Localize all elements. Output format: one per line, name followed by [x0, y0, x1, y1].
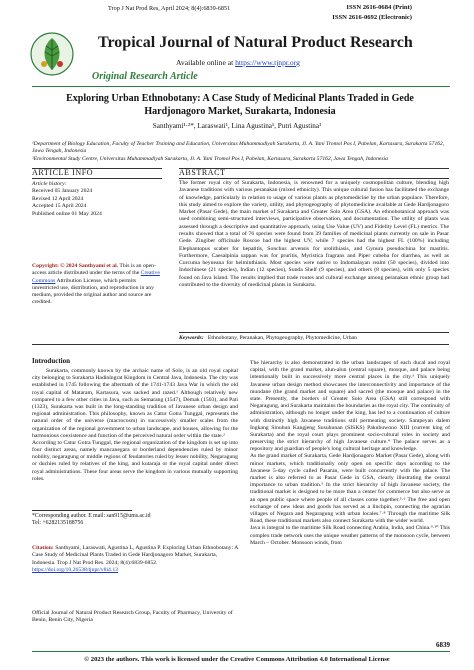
abstract-bottom-rule — [179, 178, 449, 179]
footer-divider — [32, 651, 450, 652]
header-divider — [32, 86, 450, 87]
intro-right-paragraph-3: Java is integral to the maritime Silk Road connecting Arabia, India, and China.⁹·¹⁰ This complex trade network uses the unique weather patterns of the monsoon cycle, between March – October. Monsoon winds, from — [250, 525, 450, 546]
citation-text: Santhyami, Laraswati, Agustina L, Agustina P. Exploring Urban Ethnobotany: A Case Study of Medicinal Plants Traded in Gede Hardjonagoro Market, Surakarta, Indonesia. Trop J Nat Prod Res. 2024; 8(4):6839-6852. — [32, 545, 239, 566]
article-history — [32, 181, 162, 218]
issn-electronic: ISSN 2616-0692 (Electronic) — [332, 14, 412, 21]
intro-paragraph-2: According to Catur Gotra Tunggal, the regional organization of the kingdom is set up into four distinct areas, namely mancanegara or borderland dependencies ruled by minor nobility, negaragung or middle regions of feudatories ruled by lesser nobility, Negaragung or duchies ruled by relatives of the king, and kutaraja or the royal capital under direct royal administrations. These four areas serve the kingdom in various mutually supporting roles. — [32, 439, 238, 482]
keywords-bottom-rule — [32, 344, 449, 345]
history-label: Article history: — [32, 181, 67, 187]
running-head: Trop J Nat Prod Res, April 2024; 8(4):6839-6851 — [108, 5, 231, 12]
article-info-heading: ARTICLE INFO — [32, 168, 94, 177]
issn-print: ISSN 2616-0684 (Print) — [346, 4, 412, 11]
doi-link[interactable]: https://doi.org/10.26538/tjnpr/v8i4.13 — [32, 566, 119, 573]
keywords-label: Keywords: — [179, 335, 204, 341]
affiliation-1: ¹Department of Biology Education, Faculty of Teacher Training and Education, Universitas Muhammadiyah Surakarta, Jl. A. Yani Tromol Pos I, Pabelan, Kartasura, Surakarta 57162, Jawa Tengah, Indonesia — [32, 141, 445, 154]
footnote-rule — [32, 510, 132, 511]
abstract-heading: ABSTRACT — [179, 168, 226, 177]
copyright-text-2: Attribution License, which permits unrestricted use, distribution, and reproduction in any medium, provided the original author and source are credited. — [32, 277, 154, 306]
intro-right-paragraph-1: The hierarchy is also demonstrated in the urban landscapes of each ducal and royal capital, with the grand market, alun-alun (central square), mosque, and palace being intentionally built in successively more central places in the city.³ This uniquely Javanese urban design method showcases the interconnectivity and importance of the mundane (the grand market and square) and sacred (the mosque and palace) in the state. Presently, the borders of Greater Solo Area (GSA) still correspond with Negaragung, and Surakarta maintains the boundaries as the royal city. The continuity of administration, although no longer under the king, has led to a continuation of culture with distinctly high Javanese traditions still permeating society. Sampeyan dalem Ingkang Sinuhun Kangjeng Susuhunan (SISKS) Pakubuwono XIII (current king of Surakarta) and the royal court plays prominent socio-cultural roles in society and preserving the strict hierarchy of high Javanese culture.⁴ The palace serves as a repository and guardian of people's long cultural heritage and knowledge. — [250, 360, 450, 453]
page-number: 6839 — [436, 641, 450, 649]
citation-block — [32, 545, 238, 574]
availability-prefix: Available online at — [176, 58, 236, 67]
article-info-bottom-rule — [32, 178, 162, 179]
corresponding-tel: Tel: +6282135188756 — [32, 520, 84, 527]
history-published: Published online 01 May 2024 — [32, 210, 102, 217]
correspondence — [32, 513, 238, 528]
intro-paragraph-1: Surakarta, commonly known by the archaic name of Solo, is an old royal capital city belonging to Surakarta Hadiningrat Kingdom in Central Java, Indonesia. The city was established in 1745 following the aftermath of the 1741-1743 Java War in which the old royal capital of Mataram, Kartasura, was sacked and razed.¹ Although relatively new compared to a few other cities in Java, such as Semarang (1547), Demak (1503), and Pati (1323), Surakarta was built in the long-standing tradition of Javanese urban design and regional administration. This philosophy, known as Catur Gotra Tunggal, represents the natural order of the universe (macrocosm) in successively smaller scales from the organization of the regional government to urban landscape, and houses, allowing for the harmonious coexistence and function of the perceived natural order within the state.² — [32, 368, 238, 439]
copyright-text-1: This is an open-access article distributed under the terms of the — [32, 263, 156, 277]
corresponding-author: *Corresponding author. E mail: san915@ums.ac.id — [32, 513, 151, 519]
citation-lead: Citation: — [32, 545, 54, 551]
history-received: Received 05 January 2024 — [32, 188, 93, 195]
introduction-left-column — [32, 368, 238, 483]
availability-line — [176, 58, 300, 67]
paper-title: Exploring Urban Ethnobotany: A Case Study of Medicinal Plants Traded in Gede Hardjonagoro Market, Surakarta, Indonesia — [66, 93, 414, 117]
keywords-list: Ethnobotany, Peranakan, Phytogeography, Phytomedicine, Urban — [207, 335, 357, 341]
author-list: Santhyami¹·²*, Laraswati¹, Lina Agustina¹, Putri Agustina¹ — [152, 122, 322, 130]
article-type: Original Research Article — [92, 71, 198, 82]
intro-right-paragraph-2: As the grand market of Surakarta, Gede Hardjonagoro Market (Pasar Gede), along with minor markets, which traditionally only open on specific days according to the Javanese 5-day cycle called Pasaran, were built concurrently with the palace. The market is also referred to as Pasar Gede in GSA, clearly illustrating the central importance to urban tradition.⁵ In the strict hierarchy of high Javanese society, the traditional market is designed to be more than a center for commerce but also serve as an open public space where people of all classes come together.⁵·⁶ The free and open exchange of new ideas and goods has served as a linchpin, connecting the agrarian villages of Negara and Negaragung with urban locales.⁷·⁸ Through the maritime Silk Road, these traditional markets also connect Surakarta with the wider world. — [250, 453, 450, 525]
history-accepted: Accepted 15 April 2024 — [32, 203, 87, 210]
keywords-line — [179, 335, 449, 341]
keywords-top-rule — [179, 332, 449, 333]
abstract-text: The former royal city of Surakarta, Indonesia, is renowned for a uniquely cosmopolitan culture, blending high Javanese traditions with various peranakan (mixed ethnicity). This unique cultural fusion has facilitated the exchange of knowledge, particularly in relation to usage of various plants as phytomedicine by the urban populace. Therefore, this study aimed to explore the variety, utility, and phytogeography of phytomedicine available at Gede Hardjonagoro Market (Pasar Gede), the main market of Surakarta and Greater Solo Area (GSA). An ethnobotanical approach was used combining semi-structured interviews, participative observation, and documentation. The utility of plants was assessed through a descriptive and quantitative approach, using Use Value (UV) and Fidelity Level (FL) metrics. The results showed that a total of 76 species were found from 39 families of medicinal plants currently on sale in Pasar Gede. Zingiber officinale Roscoe had the highest UV, while 7 species had the highest FL (100%) including Elephantopus scaber for hepatitis, Sonchus arvensis for urolithiasis, and Gynura pseudochina for mastitis. Furthermore, Caesalpinia sappan was for pruritis, Myristica fragrans and Piper cubeba for diarrhea, as well as Curcuma heyneana for helminthiasis. Most species were native to Indomalayan realm (50 species), divided into Indochinese (21 species), Indian (12 species), Sunda Shelf (9 species), and others (8 species), with only 5 species found on Java Island. The results implied that trade routes and cultural exchange among peranakan ethnic group had contributed to the diversity of medicinal plants in Surakarta. — [179, 180, 449, 288]
creative-commons-link[interactable]: Creative Commons — [32, 270, 160, 284]
journal-logo — [30, 30, 74, 78]
affiliation-2: ²Environmental Study Centre, Universitas Muhammadiyah Surakarta, Jl. A. Yani Tromol Pos I, Pabelan, Kartasura, Surakarta 57162, Jawa Tengah, Indonesia — [32, 156, 388, 162]
history-revised: Revised 12 April 2024 — [32, 195, 84, 202]
official-journal-note: Official Journal of Natural Product Research Group, Faculty of Pharmacy, University of Benin, Benin City, Nigeria — [32, 610, 233, 624]
copyright-lead: Copyright: © 2024 Santhyami et al. — [32, 263, 119, 269]
license-footer: © 2023 the authors. This work is licensed under the Creative Commons Attribution 4.0 International License — [84, 656, 390, 663]
introduction-right-column — [250, 360, 450, 547]
journal-website-link[interactable]: https://www.tjnpr.org — [235, 58, 300, 67]
introduction-heading: Introduction — [32, 357, 70, 365]
journal-title: Tropical Journal of Natural Product Research — [98, 34, 413, 51]
copyright-notice — [32, 263, 160, 307]
